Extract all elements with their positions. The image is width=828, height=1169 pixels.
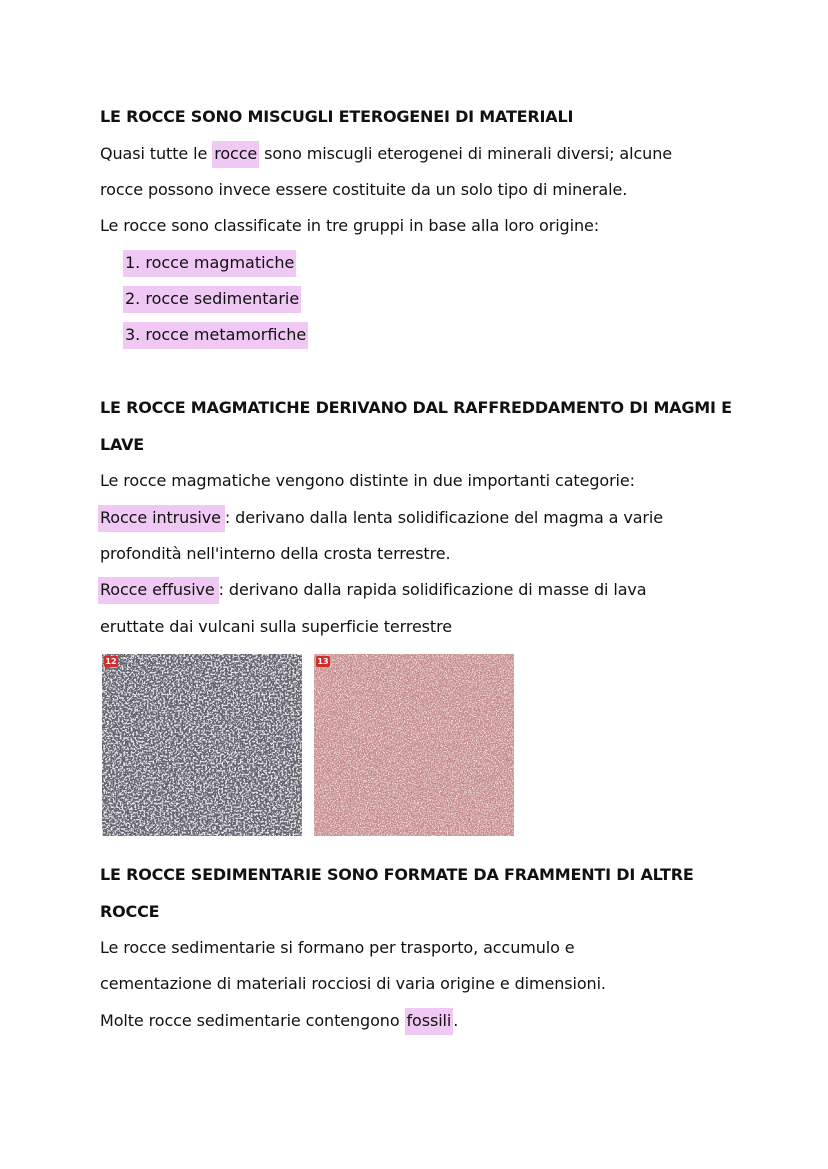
section1-heading: LE ROCCE SONO MISCUGLI ETEROGENEI DI MATERIALI	[100, 107, 574, 126]
highlight-rocce: rocce	[212, 141, 259, 168]
effusive-line	[100, 580, 647, 599]
list-item-label: 1. rocce magmatiche	[123, 250, 296, 277]
list-item	[123, 289, 301, 308]
section2-intro: Le rocce magmatiche vengono distinte in due importanti categorie:	[100, 471, 635, 490]
list-item	[123, 253, 296, 272]
section3-para3	[100, 1011, 458, 1030]
section2-heading-line2: LAVE	[100, 435, 145, 454]
effusive-definition: : derivano dalla rapida solidificazione di masse di lava	[218, 580, 647, 599]
section1-para3: Le rocce sono classificate in tre gruppi in base alla loro origine:	[100, 216, 600, 235]
section3-heading-line2: ROCCE	[100, 902, 160, 921]
highlight-rocce-intrusive: Rocce intrusive	[98, 505, 225, 532]
para1-post: sono miscugli eterogenei di minerali diversi; alcune	[259, 144, 672, 163]
list-item-label: 3. rocce metamorfiche	[123, 322, 308, 349]
para3-post: .	[453, 1011, 459, 1030]
section1-para1	[100, 144, 672, 163]
figure-badge-12: 12	[105, 657, 117, 666]
section3-heading-line1: LE ROCCE SEDIMENTARIE SONO FORMATE DA FRAMMENTI DI ALTRE	[100, 865, 694, 884]
section2-heading-line1: LE ROCCE MAGMATICHE DERIVANO DAL RAFFREDDAMENTO DI MAGMI E	[100, 398, 732, 417]
granite-texture	[102, 654, 302, 836]
intrusive-line2: profondità nell'interno della crosta terrestre.	[100, 544, 451, 563]
para1-pre: Quasi tutte le	[100, 144, 213, 163]
para3-pre: Molte rocce sedimentarie contengono	[100, 1011, 405, 1030]
figure-badge-13: 13	[317, 657, 329, 666]
porphyry-texture	[314, 654, 514, 836]
effusive-line2: eruttate dai vulcani sulla superficie terrestre	[100, 617, 452, 636]
highlight-rocce-effusive: Rocce effusive	[98, 577, 219, 604]
section3-para1: Le rocce sedimentarie si formano per trasporto, accumulo e	[100, 938, 575, 957]
section1-para2: rocce possono invece essere costituite da un solo tipo di minerale.	[100, 180, 628, 199]
granite-image	[102, 654, 302, 836]
list-item	[123, 325, 308, 344]
intrusive-line	[100, 508, 663, 527]
porphyry-image	[314, 654, 514, 836]
highlight-fossili: fossili	[405, 1008, 454, 1035]
list-item-label: 2. rocce sedimentarie	[123, 286, 301, 313]
intrusive-definition: : derivano dalla lenta solidificazione del magma a varie	[224, 508, 664, 527]
section3-para2: cementazione di materiali rocciosi di varia origine e dimensioni.	[100, 974, 606, 993]
